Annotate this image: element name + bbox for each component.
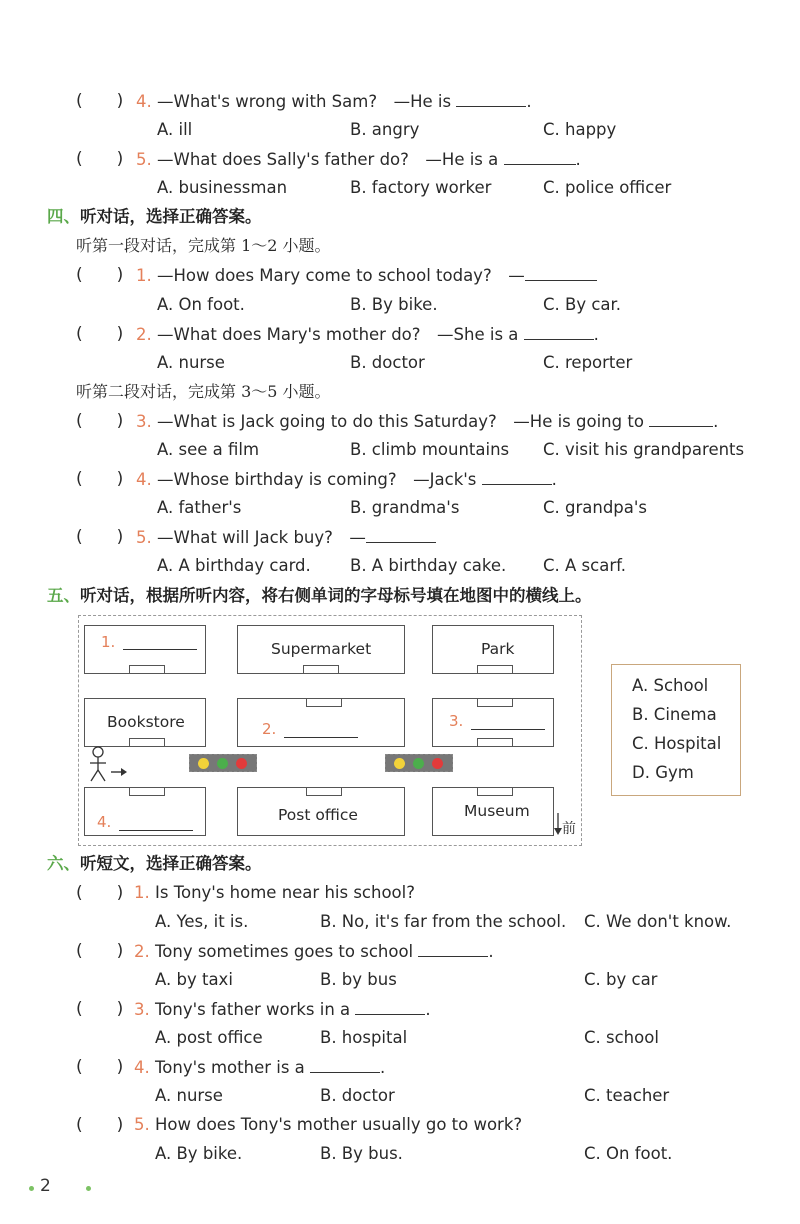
punct: . bbox=[593, 325, 599, 344]
map-number: 1. bbox=[101, 633, 116, 651]
question-6-1 bbox=[134, 882, 415, 904]
question-number: 5. bbox=[136, 150, 152, 169]
answer-paren[interactable]: ( ) bbox=[76, 324, 124, 344]
choice-item: C. Hospital bbox=[632, 734, 722, 753]
door bbox=[303, 665, 339, 674]
question-6-5 bbox=[134, 1114, 522, 1136]
option-a: A. see a film bbox=[157, 440, 260, 459]
map-blank-4[interactable] bbox=[119, 830, 193, 831]
section-title: 听短文，选择正确答案。 bbox=[80, 854, 262, 873]
red-light-icon bbox=[236, 758, 247, 769]
answer-paren[interactable]: ( ) bbox=[76, 883, 124, 903]
building-label: Bookstore bbox=[107, 713, 185, 731]
door bbox=[306, 787, 342, 796]
yellow-light-icon bbox=[198, 758, 209, 769]
section-heading-4 bbox=[47, 206, 262, 228]
punct: . bbox=[713, 412, 719, 431]
answer-blank[interactable] bbox=[366, 526, 436, 543]
question-4-1 bbox=[136, 264, 597, 287]
punct: . bbox=[575, 150, 581, 169]
answer-paren[interactable]: ( ) bbox=[76, 1057, 124, 1077]
option-b: B. grandma's bbox=[350, 498, 460, 517]
answer-paren[interactable]: ( ) bbox=[76, 411, 124, 431]
question-text: —What does Sally's father do? —He is a bbox=[157, 150, 499, 169]
page-dot bbox=[86, 1186, 91, 1191]
question-3-4 bbox=[136, 90, 532, 113]
option-b: B. factory worker bbox=[350, 178, 492, 197]
map-block-3 bbox=[432, 698, 554, 747]
question-number: 1. bbox=[134, 883, 150, 902]
question-number: 5. bbox=[136, 528, 152, 547]
map-block-park bbox=[432, 625, 554, 674]
door bbox=[477, 738, 513, 747]
question-3-5 bbox=[136, 148, 581, 171]
street-map bbox=[78, 615, 582, 846]
question-number: 3. bbox=[134, 1000, 150, 1019]
option-c: C. By car. bbox=[543, 295, 622, 314]
map-block-post-office bbox=[237, 787, 405, 836]
door bbox=[129, 738, 165, 747]
answer-blank[interactable] bbox=[456, 90, 526, 107]
option-c: C. A scarf. bbox=[543, 556, 626, 575]
choice-item: B. Cinema bbox=[632, 705, 717, 724]
map-number: 2. bbox=[262, 720, 277, 738]
question-6-2 bbox=[134, 940, 494, 963]
answer-blank[interactable] bbox=[504, 148, 576, 165]
option-c: C. visit his grandparents bbox=[543, 440, 745, 459]
choice-item: D. Gym bbox=[632, 763, 694, 782]
answer-paren[interactable]: ( ) bbox=[76, 941, 124, 961]
question-text: How does Tony's mother usually go to work? bbox=[155, 1115, 523, 1134]
map-blank-3[interactable] bbox=[471, 729, 545, 730]
question-number: 3. bbox=[136, 412, 152, 431]
answer-blank[interactable] bbox=[524, 323, 594, 340]
punct: . bbox=[488, 942, 494, 961]
option-c: C. On foot. bbox=[584, 1144, 673, 1163]
punct: . bbox=[551, 470, 557, 489]
question-text: Tony's father works in a bbox=[155, 1000, 351, 1019]
door bbox=[477, 665, 513, 674]
answer-paren[interactable]: ( ) bbox=[76, 265, 124, 285]
option-c: C. police officer bbox=[543, 178, 672, 197]
option-a: A. On foot. bbox=[157, 295, 245, 314]
option-b: B. hospital bbox=[320, 1028, 408, 1047]
question-text: —What's wrong with Sam? —He is bbox=[157, 92, 452, 111]
map-block-supermarket bbox=[237, 625, 405, 674]
option-b: B. A birthday cake. bbox=[350, 556, 507, 575]
choice-item: A. School bbox=[632, 676, 709, 695]
question-6-3 bbox=[134, 998, 431, 1021]
punct: . bbox=[380, 1058, 386, 1077]
option-b: B. angry bbox=[350, 120, 420, 139]
word-choices-box bbox=[611, 664, 741, 796]
option-c: C. teacher bbox=[584, 1086, 670, 1105]
section-number: 六、 bbox=[47, 854, 80, 873]
question-number: 1. bbox=[136, 266, 152, 285]
section-heading-6 bbox=[47, 853, 262, 875]
answer-paren[interactable]: ( ) bbox=[76, 149, 124, 169]
traffic-light bbox=[385, 754, 453, 772]
answer-paren[interactable]: ( ) bbox=[76, 1115, 124, 1135]
door bbox=[129, 787, 165, 796]
question-number: 2. bbox=[134, 942, 150, 961]
section-number: 五、 bbox=[47, 586, 80, 605]
map-block-museum bbox=[432, 787, 554, 836]
map-block-bookstore bbox=[84, 698, 206, 747]
option-b: B. climb mountains bbox=[350, 440, 510, 459]
option-a: A. ill bbox=[157, 120, 193, 139]
option-c: C. reporter bbox=[543, 353, 633, 372]
question-number: 4. bbox=[136, 92, 152, 111]
page-dot bbox=[29, 1186, 34, 1191]
option-a: A. post office bbox=[155, 1028, 263, 1047]
question-4-3 bbox=[136, 410, 718, 433]
question-text: —Whose birthday is coming? —Jack's bbox=[157, 470, 477, 489]
answer-paren[interactable]: ( ) bbox=[76, 999, 124, 1019]
traffic-light bbox=[189, 754, 257, 772]
question-4-4 bbox=[136, 468, 557, 491]
green-light-icon bbox=[413, 758, 424, 769]
option-c: C. grandpa's bbox=[543, 498, 648, 517]
question-number: 2. bbox=[136, 325, 152, 344]
answer-blank[interactable] bbox=[355, 998, 425, 1015]
option-b: B. By bike. bbox=[350, 295, 438, 314]
green-light-icon bbox=[217, 758, 228, 769]
option-a: A. A birthday card. bbox=[157, 556, 311, 575]
option-c: C. school bbox=[584, 1028, 659, 1047]
section-number: 四、 bbox=[47, 207, 80, 226]
answer-paren[interactable]: ( ) bbox=[76, 527, 124, 547]
section-heading-5 bbox=[47, 585, 592, 607]
option-b: B. By bus. bbox=[320, 1144, 403, 1163]
option-a: A. businessman bbox=[157, 178, 288, 197]
door bbox=[477, 787, 513, 796]
answer-paren[interactable]: ( ) bbox=[76, 469, 124, 489]
option-b: B. doctor bbox=[320, 1086, 395, 1105]
question-text: —What does Mary's mother do? —She is a bbox=[157, 325, 519, 344]
door bbox=[306, 698, 342, 707]
option-b: B. by bus bbox=[320, 970, 397, 989]
building-label: Park bbox=[481, 640, 515, 658]
sub-instruction-2: 听第二段对话，完成第 3～5 小题。 bbox=[76, 382, 331, 401]
punct: . bbox=[425, 1000, 431, 1019]
option-c: C. happy bbox=[543, 120, 617, 139]
section-title: 听对话，选择正确答案。 bbox=[80, 207, 262, 226]
option-a: A. By bike. bbox=[155, 1144, 243, 1163]
option-b: B. No, it's far from the school. bbox=[320, 912, 567, 931]
answer-blank[interactable] bbox=[482, 468, 552, 485]
question-text: —What will Jack buy? — bbox=[157, 528, 366, 547]
page-number: 2 bbox=[40, 1176, 51, 1196]
building-label: Museum bbox=[464, 802, 530, 820]
map-number: 4. bbox=[97, 813, 112, 831]
option-b: B. doctor bbox=[350, 353, 425, 372]
answer-blank[interactable] bbox=[418, 940, 488, 957]
section-title: 听对话，根据所听内容，将右侧单词的字母标号填在地图中的横线上。 bbox=[80, 586, 592, 605]
answer-blank[interactable] bbox=[525, 264, 597, 281]
option-a: A. father's bbox=[157, 498, 242, 517]
answer-blank[interactable] bbox=[649, 410, 713, 427]
question-6-4 bbox=[134, 1056, 385, 1079]
map-blank-1[interactable] bbox=[123, 649, 197, 650]
option-a: A. by taxi bbox=[155, 970, 233, 989]
map-number: 3. bbox=[449, 712, 464, 730]
answer-paren[interactable]: ( ) bbox=[76, 91, 124, 111]
direction-front-label: 前 bbox=[562, 821, 576, 837]
option-a: A. nurse bbox=[157, 353, 225, 372]
door bbox=[477, 698, 513, 707]
question-number: 5. bbox=[134, 1115, 150, 1134]
question-text: —How does Mary come to school today? — bbox=[157, 266, 525, 285]
question-4-2 bbox=[136, 323, 599, 346]
option-a: A. nurse bbox=[155, 1086, 223, 1105]
building-label: Post office bbox=[278, 806, 358, 824]
map-block-2 bbox=[237, 698, 405, 747]
punct: . bbox=[526, 92, 532, 111]
map-blank-2[interactable] bbox=[284, 737, 358, 738]
option-c: C. by car bbox=[584, 970, 658, 989]
map-block-4 bbox=[84, 787, 206, 836]
question-text: Tony sometimes goes to school bbox=[155, 942, 414, 961]
sub-instruction-1: 听第一段对话，完成第 1～2 小题。 bbox=[76, 236, 331, 255]
question-4-5 bbox=[136, 526, 436, 549]
option-a: A. Yes, it is. bbox=[155, 912, 249, 931]
question-text: Is Tony's home near his school? bbox=[155, 883, 415, 902]
question-text: Tony's mother is a bbox=[155, 1058, 305, 1077]
question-number: 4. bbox=[134, 1058, 150, 1077]
question-text: —What is Jack going to do this Saturday? —He is going to bbox=[157, 412, 644, 431]
map-block-1 bbox=[84, 625, 206, 674]
walking-person-icon bbox=[87, 746, 131, 784]
question-number: 4. bbox=[136, 470, 152, 489]
building-label: Supermarket bbox=[271, 640, 372, 658]
red-light-icon bbox=[432, 758, 443, 769]
yellow-light-icon bbox=[394, 758, 405, 769]
answer-blank[interactable] bbox=[310, 1056, 380, 1073]
door bbox=[129, 665, 165, 674]
option-c: C. We don't know. bbox=[584, 912, 732, 931]
